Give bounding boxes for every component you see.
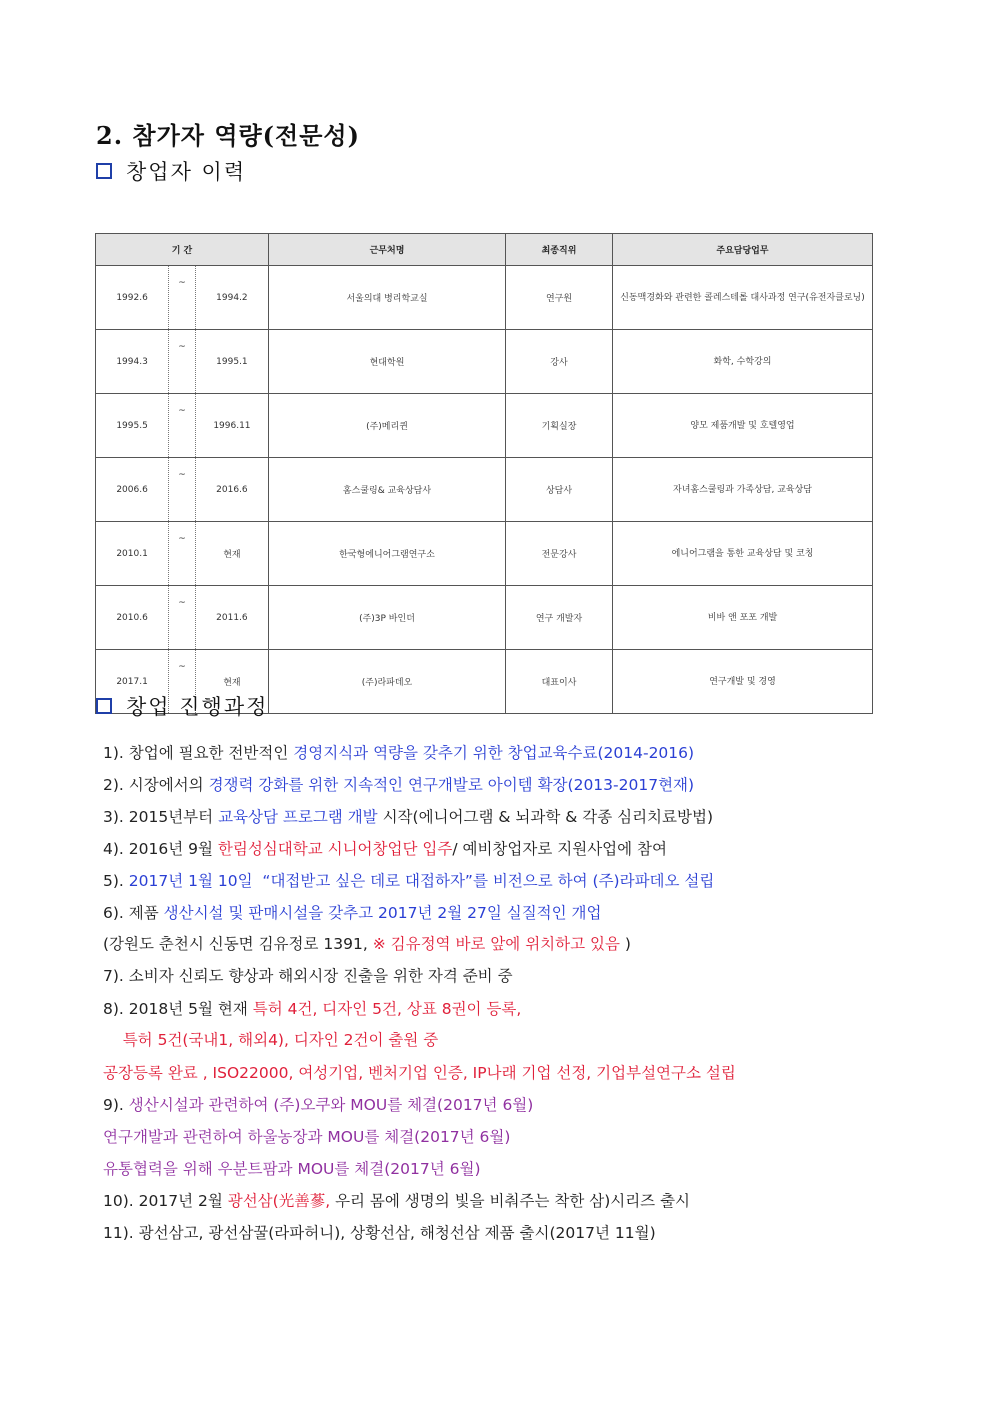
cell-start-date: 2017.1 (96, 650, 169, 714)
subsection-progress-title: 창업 진행과정 (126, 695, 269, 719)
header-position: 최종직위 (506, 234, 613, 266)
cell-tilde: ~ (169, 266, 196, 330)
table-row (96, 330, 873, 394)
cell-organization: (주)라파데오 (269, 650, 506, 714)
cell-end-date: 1995.1 (195, 330, 268, 394)
progress-line (103, 901, 602, 923)
header-task: 주요담당업무 (613, 234, 873, 266)
progress-text-segment: 공장등록 완료 , ISO22000, 여성기업, 벤처기업 인증, IP나래 기업 선정, 기업부설연구소 설립 (103, 1064, 736, 1082)
progress-text-segment: 11). 광선삼고, 광선삼꿀(라파허니), 상황선삼, 해청선삼 제품 출시(2017년 11월) (103, 1224, 656, 1242)
cell-position: 기획실장 (506, 394, 613, 458)
cell-organization: 서울의대 병리학교실 (269, 266, 506, 330)
cell-position: 상담사 (506, 458, 613, 522)
cell-task: 에니어그램을 통한 교육상담 및 코칭 (613, 522, 873, 586)
header-period: 기 간 (96, 234, 269, 266)
table-row (96, 266, 873, 330)
progress-text-segment: ) (619, 935, 631, 953)
cell-position: 강사 (506, 330, 613, 394)
cell-organization: 한국형에니어그램연구소 (269, 522, 506, 586)
table-header-row (96, 234, 873, 266)
progress-text-segment: 연구개발과 관련하여 하울농장과 MOU를 체결(2017년 6월) (103, 1128, 511, 1146)
progress-text-segment: 2017년 1월 10일 “대접받고 싶은 데로 대접하자”를 비전으로 하여 (주)라파데오 설립 (128, 872, 715, 890)
progress-line (103, 1125, 510, 1147)
progress-text-segment: 교육상담 프로그램 개발 (218, 808, 383, 826)
progress-text-segment: 8). 2018년 5월 현재 (103, 1000, 253, 1018)
progress-line (103, 1028, 438, 1050)
cell-start-date: 1994.3 (96, 330, 169, 394)
cell-task: 화학, 수학강의 (613, 330, 873, 394)
table-row (96, 586, 873, 650)
table-row (96, 394, 873, 458)
progress-line (103, 741, 694, 763)
progress-text-segment: 6). 제품 (103, 904, 164, 922)
progress-line (103, 1061, 736, 1083)
progress-text-segment: 5). (103, 872, 129, 890)
progress-text-segment: 9). (103, 1096, 129, 1114)
section-title: 2. 참가자 역량(전문성) (96, 121, 360, 150)
cell-tilde: ~ (169, 394, 196, 458)
cell-start-date: 2010.6 (96, 586, 169, 650)
cell-end-date: 1996.11 (195, 394, 268, 458)
checkbox-square-icon (96, 163, 112, 179)
progress-line (103, 1093, 533, 1115)
cell-start-date: 2010.1 (96, 522, 169, 586)
cell-task: 신동맥경화와 관련한 콜레스테롤 대사과정 연구(유전자클로닝) (613, 266, 873, 330)
cell-task: 양모 제품개발 및 호텔영업 (613, 394, 873, 458)
progress-line (103, 964, 513, 986)
cell-start-date: 1992.6 (96, 266, 169, 330)
progress-text-segment: 한림성심대학교 시니어창업단 입주 (217, 840, 453, 858)
cell-task: 자녀홈스쿨링과 가족상담, 교육상담 (613, 458, 873, 522)
cell-tilde: ~ (169, 586, 196, 650)
progress-line (103, 837, 667, 859)
progress-line (103, 1189, 690, 1211)
cell-organization: 홈스쿨링& 교육상담사 (269, 458, 506, 522)
progress-text-segment: 특허 5건(국내1, 해외4), 디자인 2건이 출원 중 (103, 1031, 439, 1049)
subsection-career-title: 창업자 이력 (126, 160, 247, 184)
progress-line (103, 1157, 481, 1179)
progress-text-segment: (강원도 춘천시 신동면 김유정로 1391, (103, 935, 373, 953)
career-table-body (96, 266, 873, 714)
progress-text-segment: 경영지식과 역량을 갖추기 위한 창업교육수료(2014-2016) (293, 744, 695, 762)
subsection-career (96, 156, 246, 186)
cell-task: 연구개발 및 경영 (613, 650, 873, 714)
progress-text-segment: 특허 4건, 디자인 5건, 상표 8권이 등록, (252, 1000, 522, 1018)
cell-end-date: 현재 (195, 522, 268, 586)
cell-position: 연구 개발자 (506, 586, 613, 650)
progress-text-segment: 광선삼(光善蔘, (227, 1192, 336, 1210)
progress-text-segment: 7). 소비자 신뢰도 향상과 해외시장 진출을 위한 자격 준비 중 (103, 967, 513, 985)
progress-text-segment: ※ 김유정역 바로 앞에 위치하고 있음 (372, 935, 620, 953)
subsection-progress (96, 691, 268, 721)
table-row (96, 458, 873, 522)
progress-line (103, 932, 631, 954)
cell-start-date: 1995.5 (96, 394, 169, 458)
cell-end-date: 2016.6 (195, 458, 268, 522)
progress-line (103, 869, 714, 891)
cell-position: 연구원 (506, 266, 613, 330)
progress-text-segment: 4). 2016년 9월 (103, 840, 218, 858)
progress-text-segment: 생산시설 및 판매시설을 갖추고 2017년 2월 27일 실질적인 개업 (163, 904, 602, 922)
cell-end-date: 2011.6 (195, 586, 268, 650)
table-row (96, 522, 873, 586)
progress-text-segment: 생산시설과 관련하여 (주)오쿠와 MOU를 체결(2017년 6월) (128, 1096, 534, 1114)
cell-end-date: 현재 (195, 650, 268, 714)
cell-tilde: ~ (169, 330, 196, 394)
progress-line (103, 805, 713, 827)
checkbox-square-icon (96, 698, 112, 714)
progress-text-segment: / 예비창업자로 지원사업에 참여 (452, 840, 667, 858)
cell-tilde: ~ (169, 458, 196, 522)
progress-text-segment: 2). 시장에서의 (103, 776, 209, 794)
progress-line (103, 1221, 656, 1243)
cell-task: 비바 앤 포포 개발 (613, 586, 873, 650)
progress-text-segment: 유통협력을 위해 우분트팜과 MOU를 체결(2017년 6월) (103, 1160, 481, 1178)
cell-start-date: 2006.6 (96, 458, 169, 522)
cell-position: 전문강사 (506, 522, 613, 586)
progress-text-segment: 우리 몸에 생명의 빛을 비춰주는 착한 삼)시리즈 출시 (335, 1192, 691, 1210)
cell-position: 대표이사 (506, 650, 613, 714)
progress-text-segment: 시작(에니어그램 & 뇌과학 & 각종 심리치료방법) (382, 808, 713, 826)
progress-line (103, 997, 521, 1019)
cell-organization: (주)3P 바인더 (269, 586, 506, 650)
cell-tilde: ~ (169, 650, 196, 714)
cell-organization: 현대학원 (269, 330, 506, 394)
progress-line (103, 773, 694, 795)
header-organization: 근무처명 (269, 234, 506, 266)
cell-organization: (주)메리퀸 (269, 394, 506, 458)
progress-text-segment: 10). 2017년 2월 (103, 1192, 228, 1210)
progress-text-segment: 경쟁력 강화를 위한 지속적인 연구개발로 아이템 확장(2013-2017현재) (208, 776, 695, 794)
progress-text-segment: 3). 2015년부터 (103, 808, 219, 826)
cell-tilde: ~ (169, 522, 196, 586)
cell-end-date: 1994.2 (195, 266, 268, 330)
career-table (95, 233, 873, 714)
progress-text-segment: 1). 창업에 필요한 전반적인 (103, 744, 294, 762)
